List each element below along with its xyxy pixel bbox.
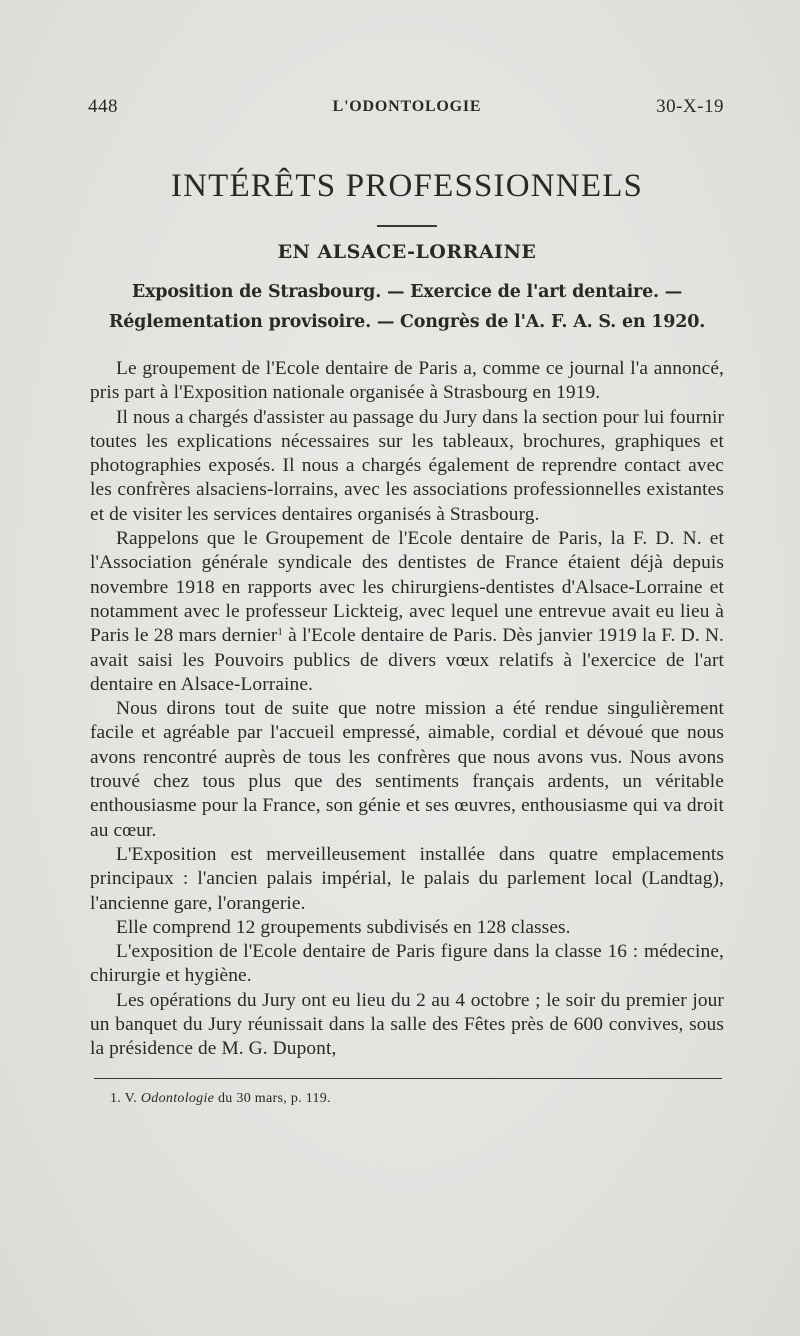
footnote-divider (94, 1078, 722, 1079)
footnote-prefix: V. (124, 1090, 138, 1106)
summary-line-2: Réglementation provisoire. — Congrès de l'A. F. A. S. en 1920. (108, 312, 706, 332)
page-number: 448 (88, 96, 118, 117)
section-subtitle: EN ALSACE-LORRAINE (277, 241, 537, 263)
document-page (90, 96, 724, 1107)
running-header (90, 96, 724, 126)
footnote-journal: Odontologie (140, 1090, 215, 1106)
paragraph-8: Les opérations du Jury ont eu lieu du 2 au 4 octobre ; le soir du premier jour un banquet du Jury réunissait dans la salle des Fêtes près de 600 convives, sous la présidence de M. G. Dupont, (90, 989, 724, 1060)
journal-title: L'ODONTOLOGIE (332, 98, 482, 115)
title-divider (377, 225, 437, 227)
paragraph-5: L'Exposition est merveilleusement installée dans quatre emplacements principaux : l'ancien palais impérial, le palais du parlement local (Landtag), l'ancienne gare, l'orangerie. (90, 843, 724, 914)
issue-date: 30-X-19 (656, 96, 724, 117)
footnote (110, 1091, 724, 1107)
page-title: INTÉRÊTS PROFESSIONNELS (170, 168, 644, 204)
paragraph-3-text-before: Rappelons que le Groupement de l'Ecole dentaire de Paris, la F. D. N. et l'Association générale syndicale des dentistes de France étaient déjà depuis novembre 1918 en rapports avec les chirurgiens-dentistes d'Alsace-Lorraine et notamment avec le professeur Lickteig, avec lequel une entrevue avait eu lieu à Paris le 28 mars dernier (90, 528, 724, 647)
paragraph-3-text-after: à l'Ecole dentaire de Paris. Dès janvier 1919 la F. D. N. avait saisi les Pouvoirs publics de divers vœux relatifs à l'exercice de l'art dentaire en Alsace-Lorraine. (90, 625, 724, 695)
article-body (90, 357, 724, 1062)
paragraph-4: Nous dirons tout de suite que notre mission a été rendue singulièrement facile et agréable par l'accueil empressé, aimable, cordial et dévoué que nous avons rencontré auprès de tous les confrères que nous avons vus. Nous avons trouvé chez tous plus que des sentiments français ardents, un véritable enthousiasme pour la France, son génie et ses œuvres, enthousiasme qui va droit au cœur. (90, 698, 724, 841)
footnote-reference: 1 (277, 626, 283, 639)
paragraph-3 (90, 527, 724, 697)
paragraph-2: Il nous a chargés d'assister au passage du Jury dans la section pour lui fournir toutes les explications nécessaires sur les tableaux, brochures, graphiques et photographies exposés. Il nous a chargés également de reprendre contact avec les confrères alsaciens-lorrains, avec les associations professionnelles existantes et de visiter les services dentaires organisés à Strasbourg. (90, 406, 724, 525)
section-summary (90, 277, 724, 337)
footnote-number: 1. (110, 1090, 122, 1106)
footnote-citation: du 30 mars, p. 119. (218, 1090, 331, 1106)
summary-line-1: Exposition de Strasbourg. — Exercice de l'art dentaire. — (131, 282, 683, 302)
paragraph-6: Elle comprend 12 groupements subdivisés en 128 classes. (116, 916, 571, 938)
paragraph-7: L'exposition de l'Ecole dentaire de Paris figure dans la classe 16 : médecine, chirurgie et hygiène. (90, 941, 724, 987)
paragraph-1: Le groupement de l'Ecole dentaire de Paris a, comme ce journal l'a annoncé, pris part à l'Exposition nationale organisée à Strasbourg en 1919. (90, 358, 724, 404)
